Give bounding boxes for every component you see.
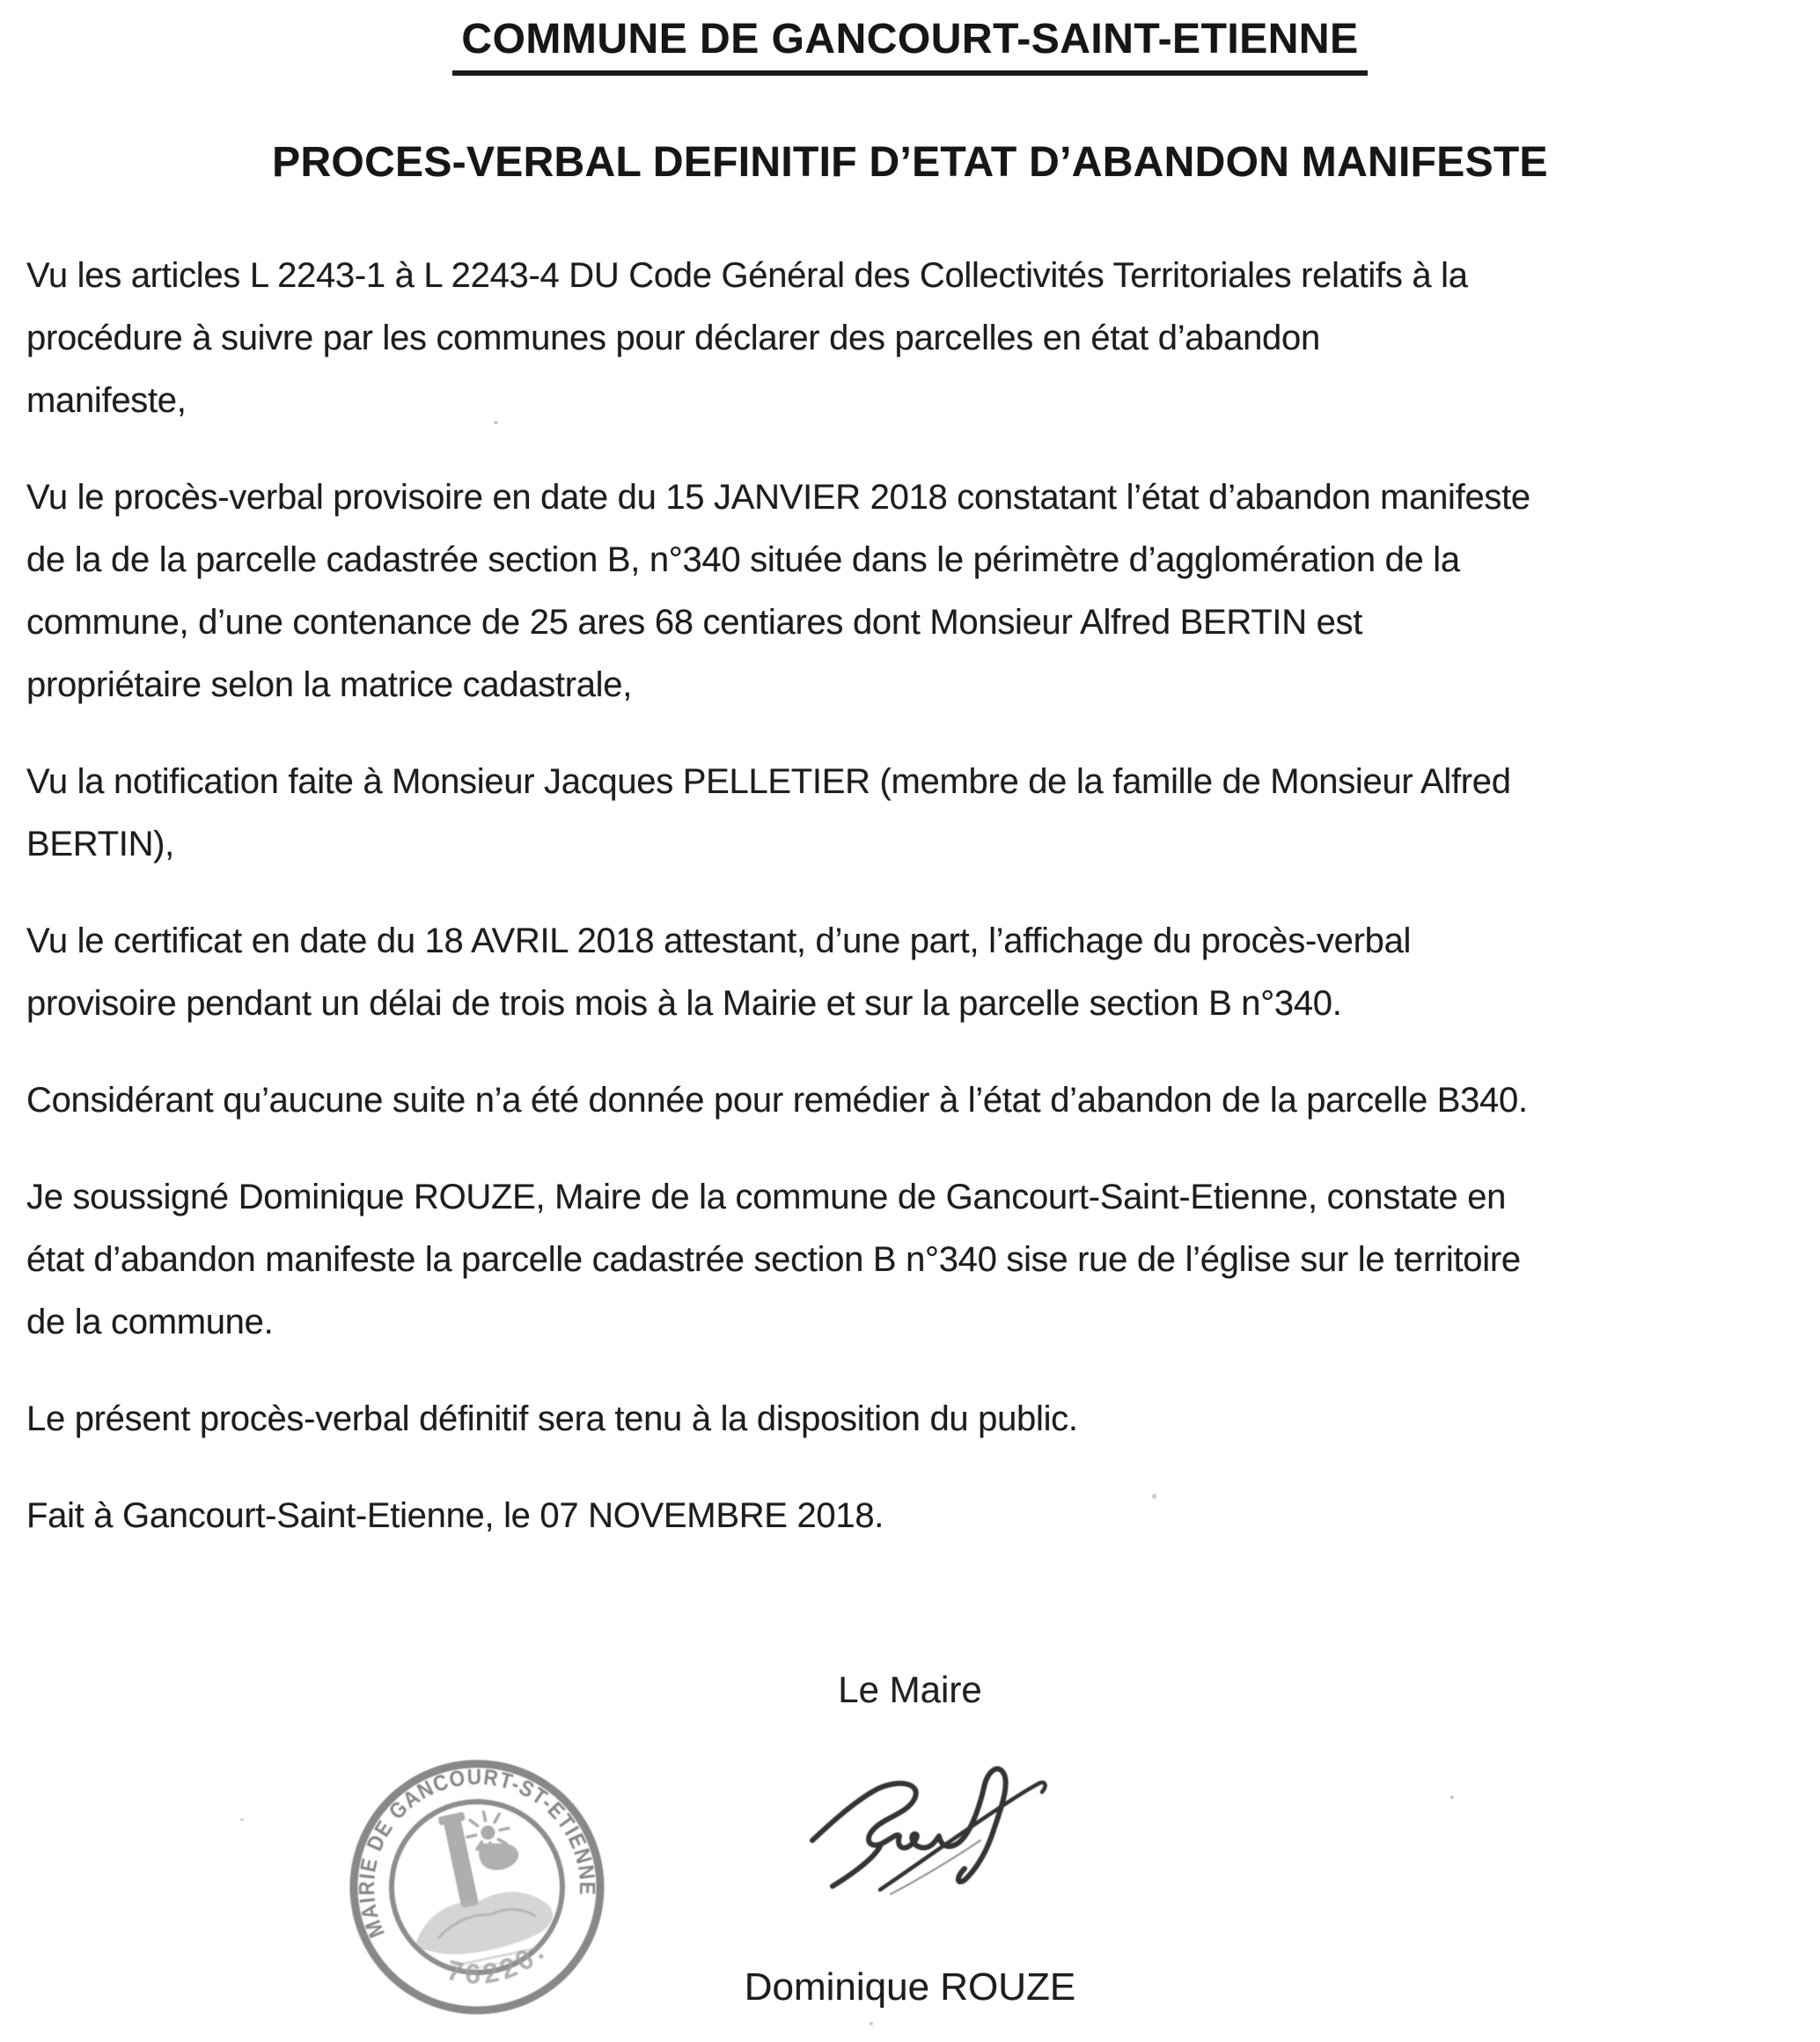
scan-artifact — [870, 2022, 873, 2025]
document-title — [0, 0, 1820, 76]
document-body — [26, 245, 1799, 1547]
paragraph-vu-proces-verbal-provisoire: Vu le procès-verbal provisoire en date du 15 JANVIER 2018 constatant l’état d’abandon manifeste de la de la parcelle cadastrée section B, n°340 située dans le périmètre d’agglomération de la commune, d’une contenance de 25 ares 68 centiares dont Monsieur Alfred BERTIN est propriétaire selon la matrice cadastrale, — [26, 478, 1530, 704]
closing-role-label: Le Maire — [838, 1669, 982, 1710]
scan-artifact — [1152, 1494, 1156, 1499]
scan-artifact — [240, 1818, 244, 1821]
closing-signer-name: Dominique ROUZE — [744, 1965, 1076, 2009]
scan-artifact — [494, 421, 498, 424]
document-subtitle: PROCES-VERBAL DEFINITIF D’ETAT D’ABANDON MANIFESTE — [272, 139, 1548, 186]
paragraph-considerant: Considérant qu’aucune suite n’a été donnée pour remédier à l’état d’abandon de la parcelle B340. — [26, 1081, 1528, 1120]
signature-scribble — [792, 1756, 1056, 1901]
paragraph-vu-articles: Vu les articles L 2243-1 à L 2243-4 DU Code Général des Collectivités Territoriales relatifs à la procédure à suivre par les communes pour déclarer des parcelles en état d’abandon manifeste, — [26, 256, 1468, 420]
paragraph-je-soussigne: Je soussigné Dominique ROUZE, Maire de la commune de Gancourt-Saint-Etienne, constate en état d’abandon manifeste la parcelle cadastrée section B n°340 sise rue de l’église sur le territoire de la commune. — [26, 1178, 1521, 1341]
stamp-ring-text: MAIRIE DE GANCOURT-ST-ETIENNE — [354, 1764, 600, 1942]
paragraph-fait-a: Fait à Gancourt-Saint-Etienne, le 07 NOVEMBRE 2018. — [26, 1496, 884, 1535]
paragraph-vu-certificat: Vu le certificat en date du 18 AVRIL 2018 attestant, d’une part, l’affichage du procès-verbal provisoire pendant un délai de trois mois à la Mairie et sur la parcelle section B n°340. — [26, 922, 1412, 1023]
mairie-round-stamp — [320, 1730, 634, 2042]
scan-artifact — [1450, 1796, 1454, 1799]
stamp-postal-code: 76220. — [444, 1934, 554, 1990]
document-title-text: COMMUNE DE GANCOURT-SAINT-ETIENNE — [452, 14, 1367, 76]
paragraph-vu-notification: Vu la notification faite à Monsieur Jacques PELLETIER (membre de la famille de Monsieur Alfred BERTIN), — [26, 762, 1511, 863]
paragraph-disposition-public: Le présent procès-verbal définitif sera tenu à la disposition du public. — [26, 1399, 1078, 1438]
